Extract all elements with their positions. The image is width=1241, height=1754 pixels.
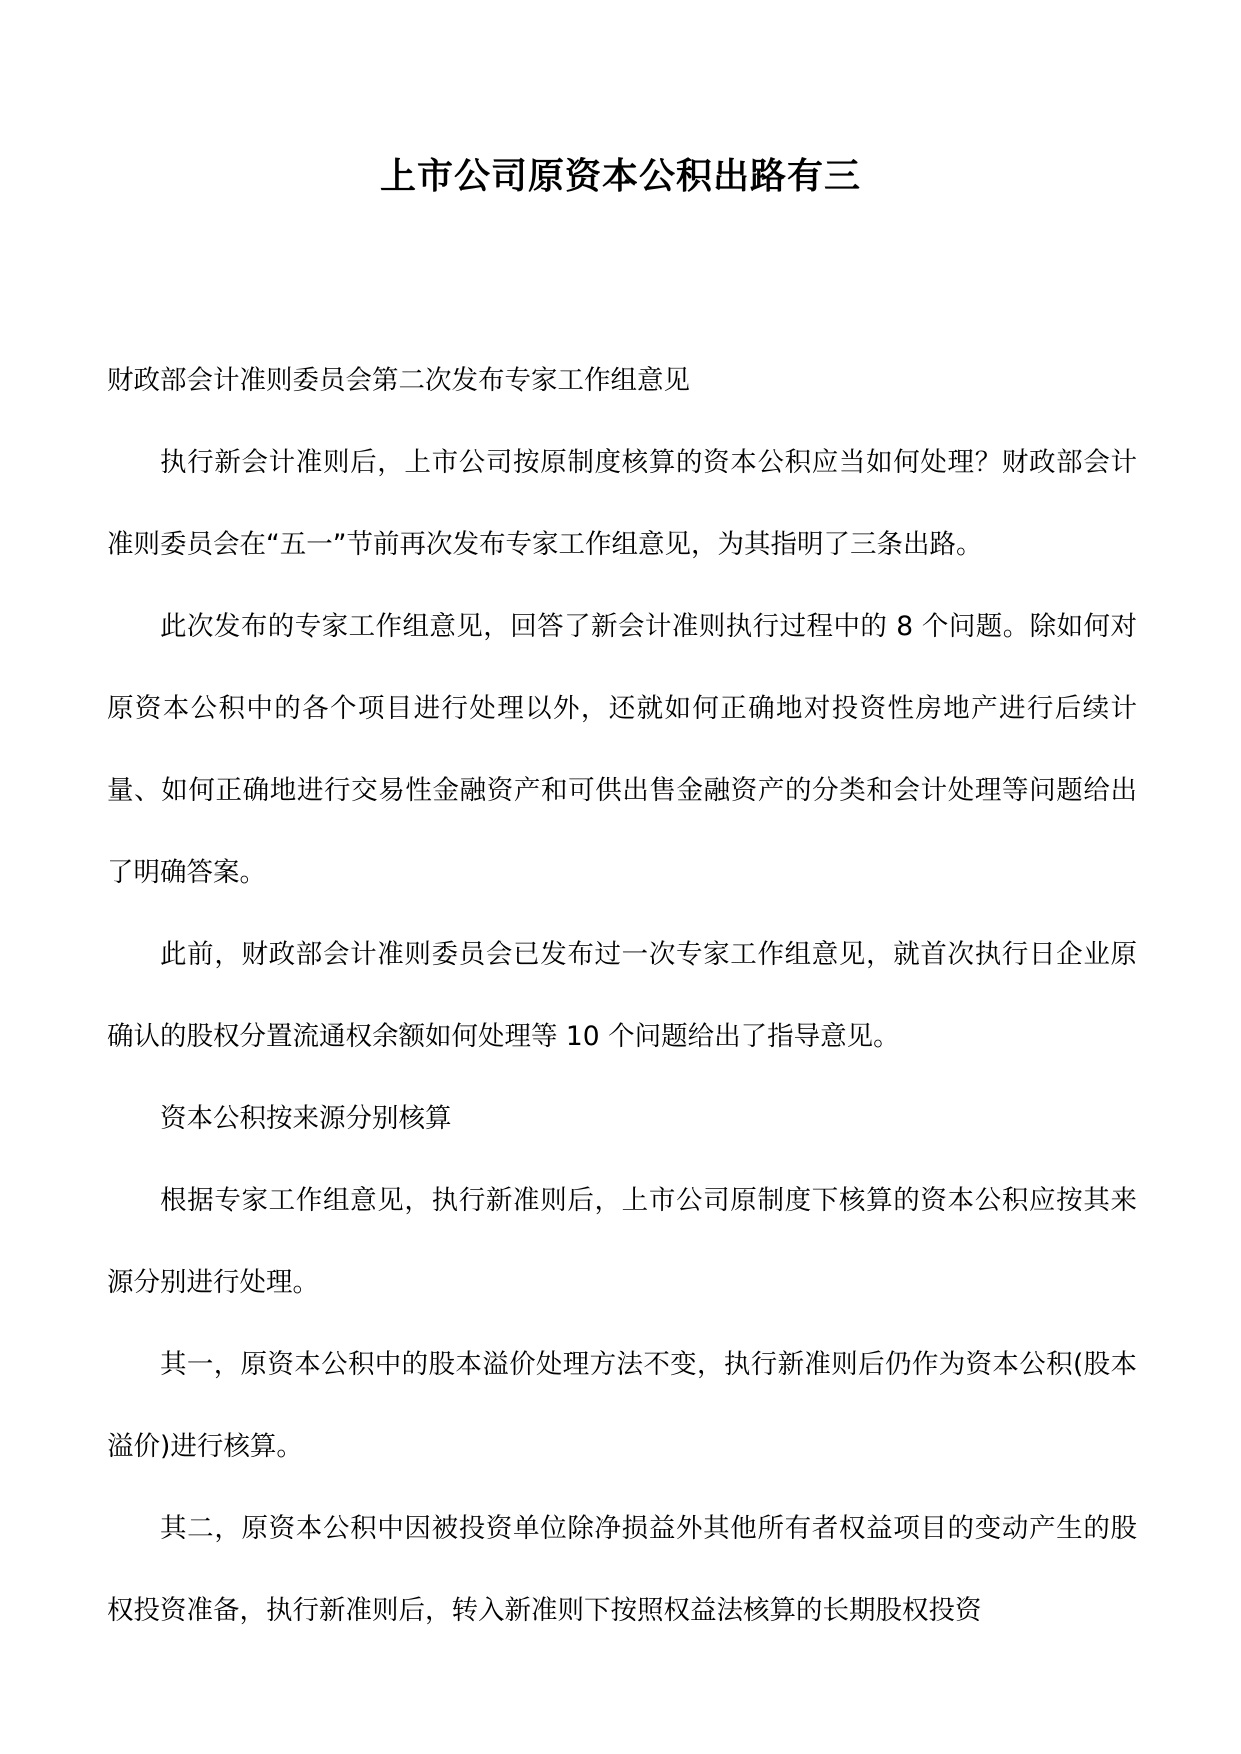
document-title: 上市公司原资本公积出路有三 bbox=[379, 155, 861, 197]
paragraph-subtitle: 财政部会计准则委员会第二次发布专家工作组意见 bbox=[107, 365, 690, 396]
document-body bbox=[107, 340, 1137, 1652]
paragraph: 此前，财政部会计准则委员会已发布过一次专家工作组意见，就首次执行日企业原确认的股权分置流通权余额如何处理等 10 个问题给出了指导意见。 bbox=[107, 939, 1137, 1052]
paragraph: 此次发布的专家工作组意见，回答了新会计准则执行过程中的 8 个问题。除如何对原资本公积中的各个项目进行处理以外，还就如何正确地对投资性房地产进行后续计量、如何正确地进行交易性金融资产和可供出售金融资产的分类和会计处理等问题给出了明确答案。 bbox=[107, 611, 1137, 888]
paragraph: 执行新会计准则后，上市公司按原制度核算的资本公积应当如何处理？财政部会计准则委员会在“五一”节前再次发布专家工作组意见，为其指明了三条出路。 bbox=[107, 447, 1137, 560]
paragraph: 其二，原资本公积中因被投资单位除净损益外其他所有者权益项目的变动产生的股权投资准备，执行新准则后，转入新准则下按照权益法核算的长期股权投资 bbox=[107, 1513, 1137, 1626]
paragraph: 其一，原资本公积中的股本溢价处理方法不变，执行新准则后仍作为资本公积(股本溢价)进行核算。 bbox=[107, 1349, 1137, 1462]
paragraph: 根据专家工作组意见，执行新准则后，上市公司原制度下核算的资本公积应按其来源分别进行处理。 bbox=[107, 1185, 1137, 1298]
section-heading: 资本公积按来源分别核算 bbox=[160, 1103, 452, 1134]
